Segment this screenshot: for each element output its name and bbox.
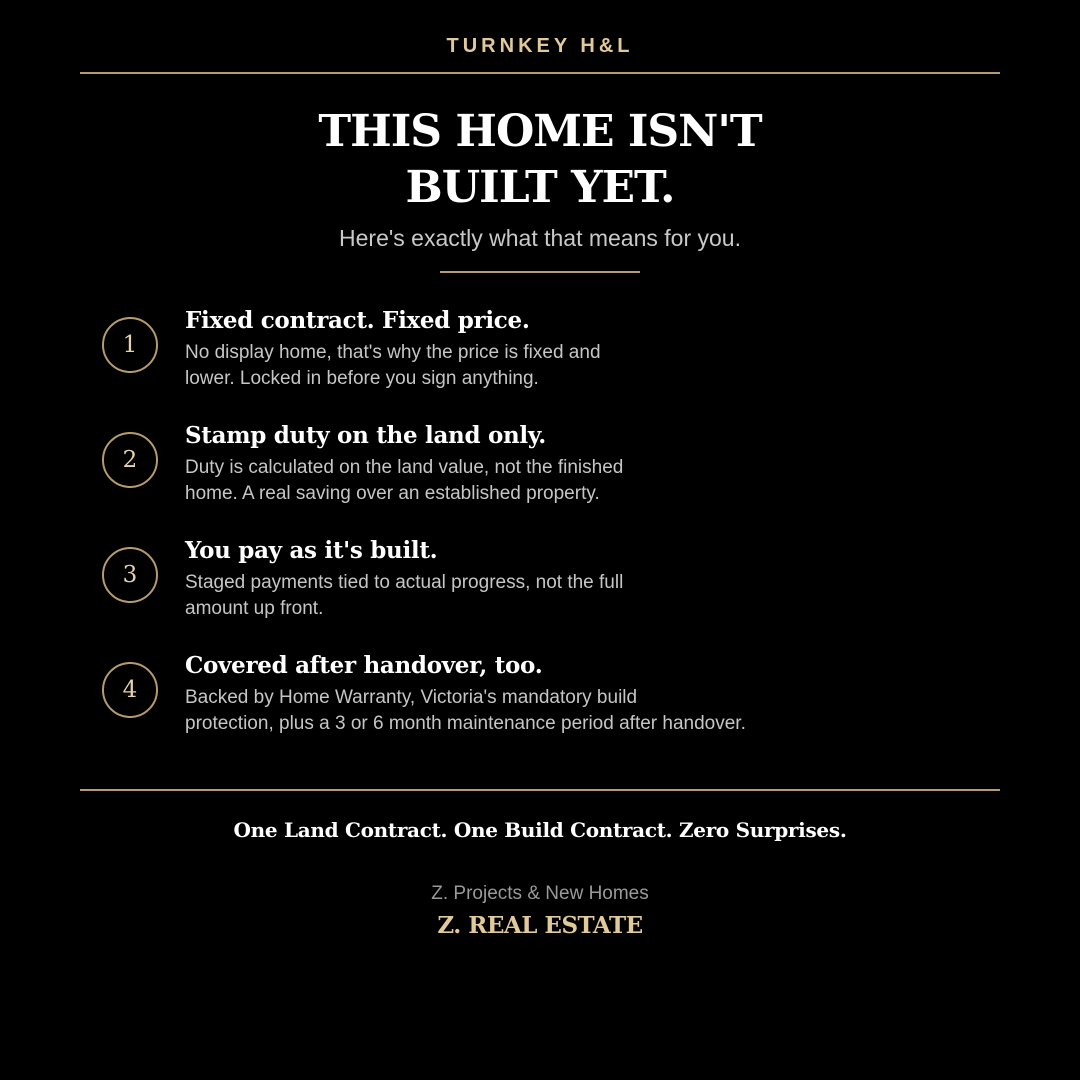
item-title: Fixed contract. Fixed price. [185, 307, 530, 334]
top-divider [80, 72, 1000, 74]
tagline: One Land Contract. One Build Contract. Zero Surprises. [233, 818, 847, 842]
bottom-divider [80, 789, 1000, 791]
item-title: You pay as it's built. [185, 537, 438, 564]
item-title: Stamp duty on the land only. [185, 422, 547, 449]
headline [0, 104, 1080, 216]
brand-label: TURNKEY H&L [446, 35, 634, 57]
item-description: Duty is calculated on the land value, not the finished home. A real saving over an established property. [185, 457, 624, 504]
item-title: Covered after handover, too. [185, 652, 543, 679]
list-item [100, 535, 980, 650]
benefits-list [100, 305, 980, 765]
number-badge: 4 [102, 662, 158, 718]
number-badge: 2 [102, 432, 158, 488]
short-divider [440, 271, 640, 273]
subheadline: Here's exactly what that means for you. [339, 225, 741, 251]
list-item [100, 305, 980, 420]
item-description: Backed by Home Warranty, Victoria's mandatory build protection, plus a 3 or 6 month maintenance period after handover. [185, 687, 746, 734]
headline-line-1: THIS HOME ISN'T [318, 106, 762, 157]
number-badge: 1 [102, 317, 158, 373]
company-name: Z. REAL ESTATE [437, 912, 643, 939]
item-description: Staged payments tied to actual progress, not the full amount up front. [185, 572, 624, 619]
list-item [100, 420, 980, 535]
headline-line-2: BUILT YET. [405, 162, 675, 213]
footer-subtitle: Z. Projects & New Homes [431, 883, 649, 904]
number-badge: 3 [102, 547, 158, 603]
list-item [100, 650, 980, 765]
item-description: No display home, that's why the price is fixed and lower. Locked in before you sign anything. [185, 342, 601, 389]
